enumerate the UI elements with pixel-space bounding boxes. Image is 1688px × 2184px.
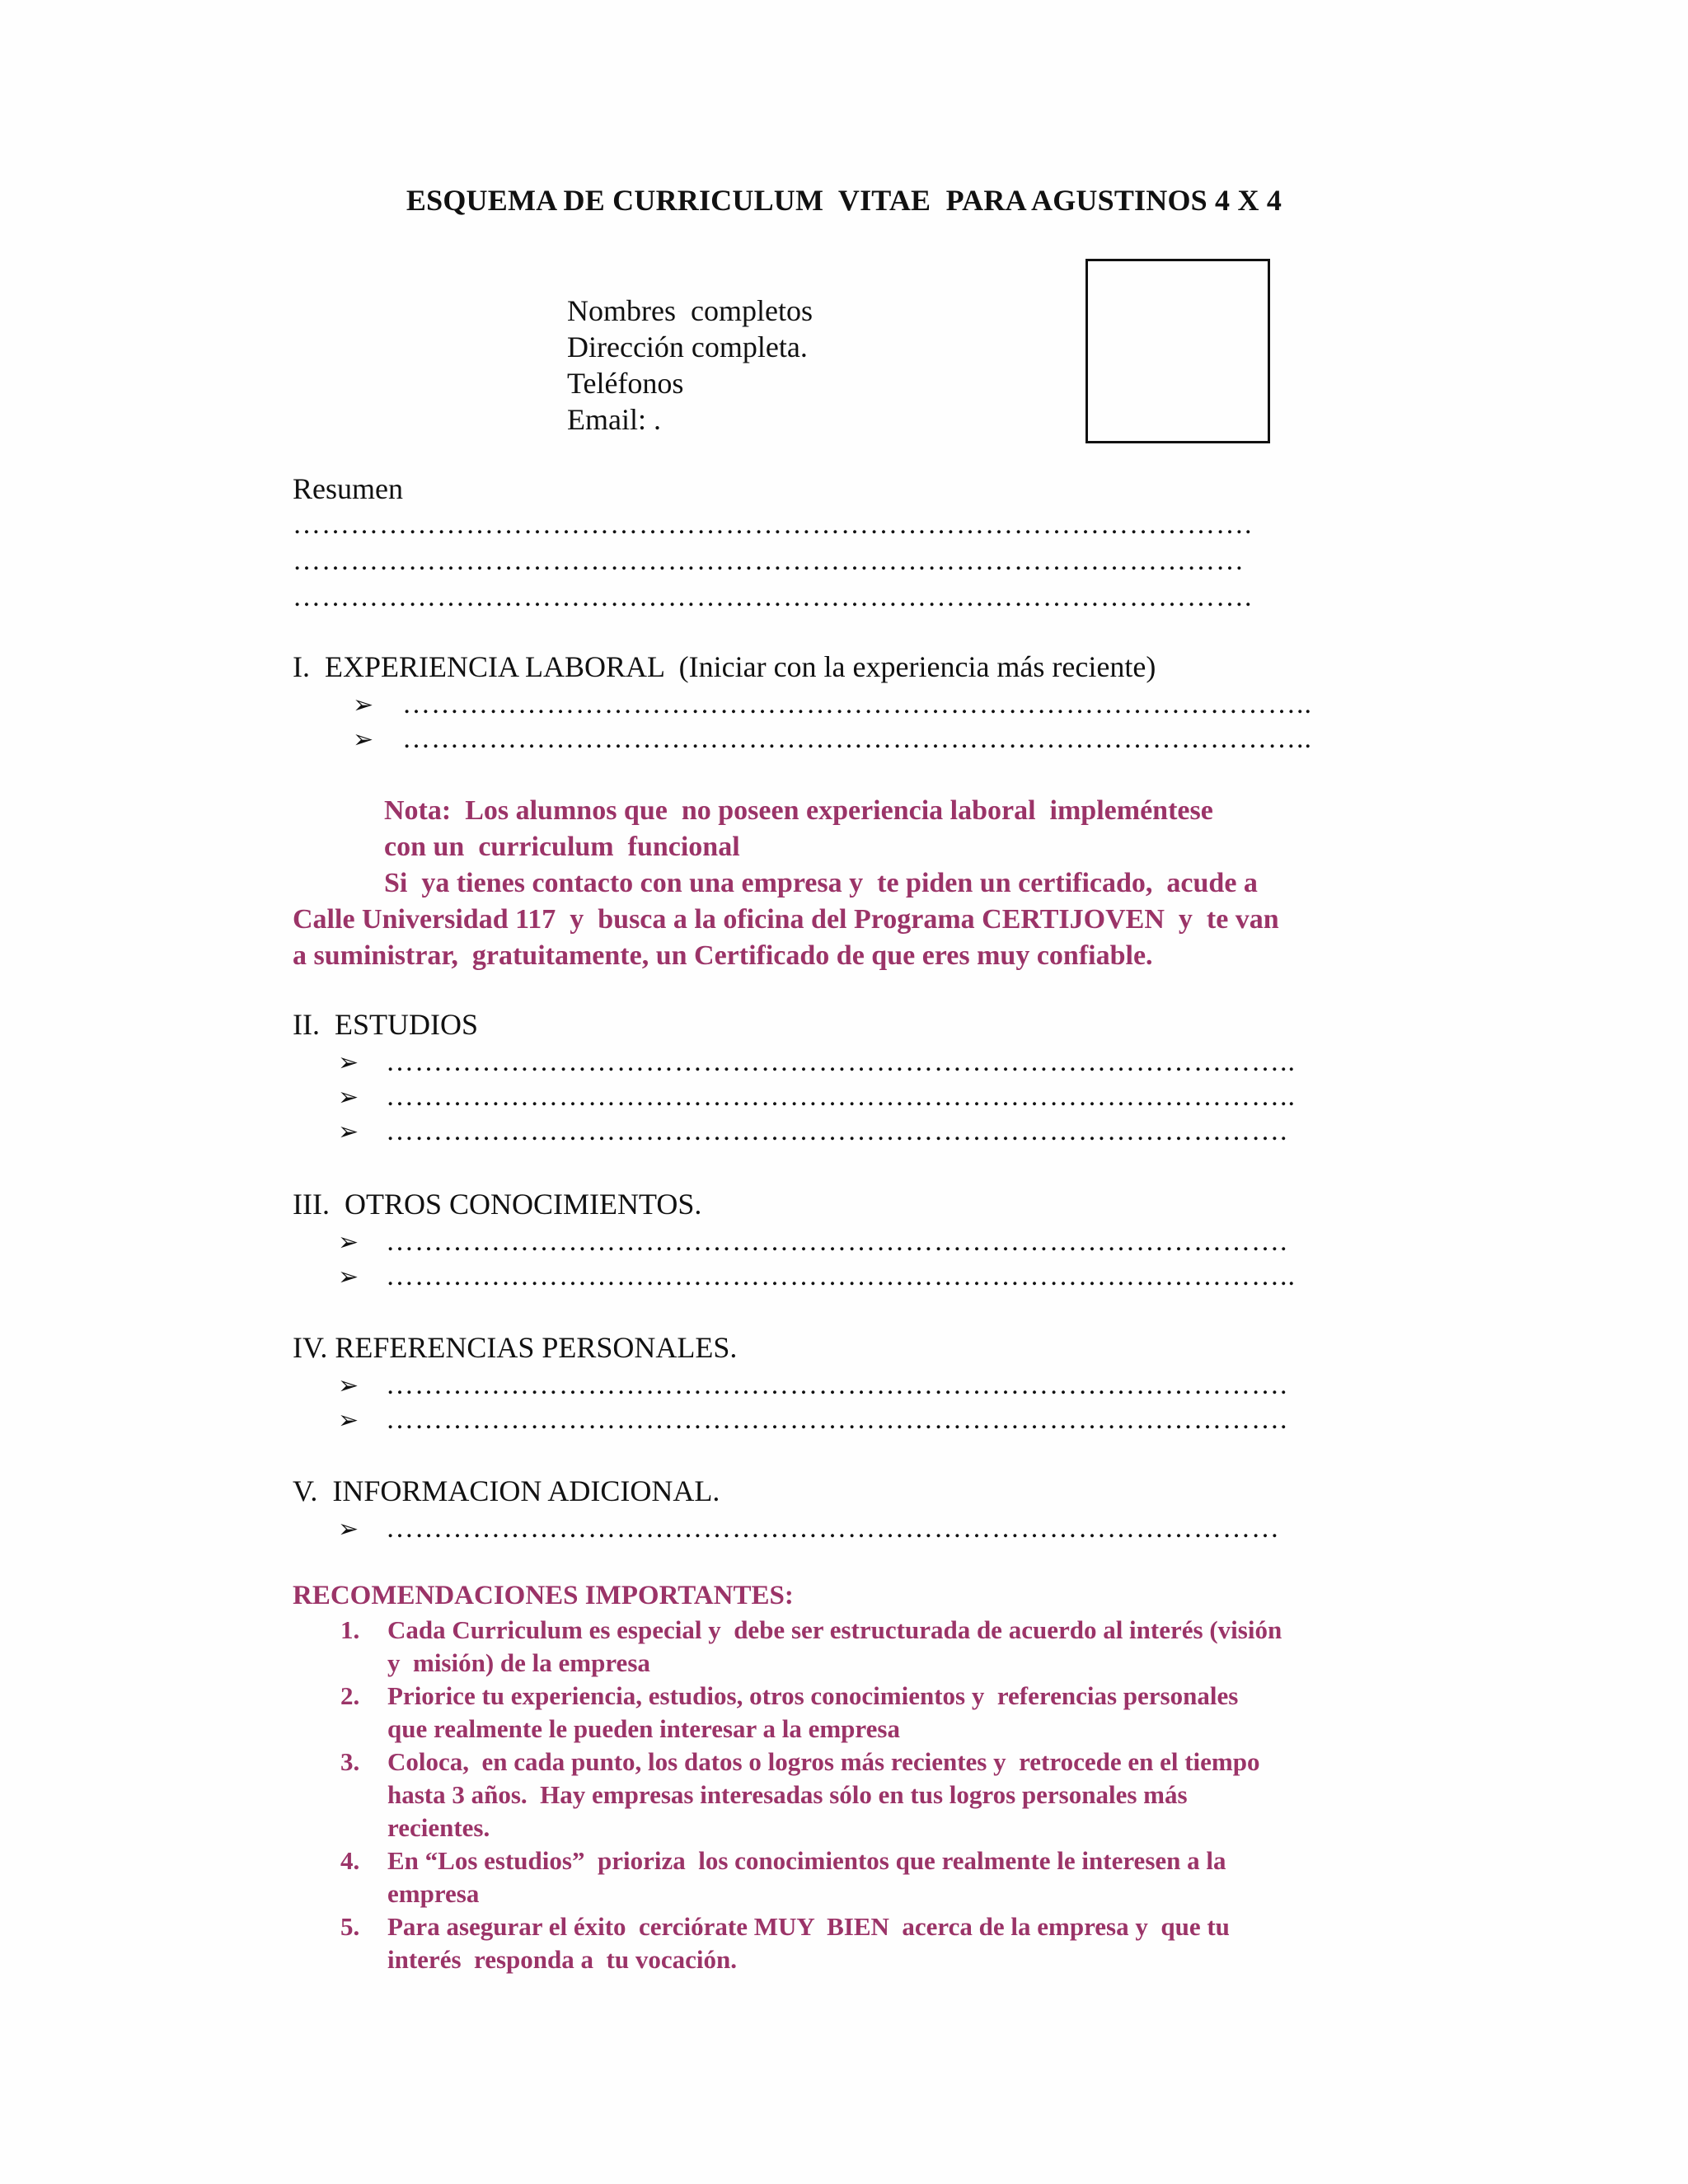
recommendation-number: 2.: [340, 1681, 360, 1710]
arrow-bullet-icon: ➢: [338, 1372, 359, 1399]
arrow-bullet-icon: ➢: [338, 1263, 359, 1291]
document-title: ESQUEMA DE CURRICULUM VITAE PARA AGUSTINOS 4 X 4: [406, 184, 1282, 217]
note-line: Si ya tienes contacto con una empresa y te piden un certificado, acude a: [384, 868, 1258, 898]
summary-heading: Resumen: [293, 472, 403, 505]
recommendations-heading: RECOMENDACIONES IMPORTANTES:: [293, 1581, 794, 1610]
experience-heading: I. EXPERIENCIA LABORAL (Iniciar con la experiencia más reciente): [293, 650, 1156, 683]
contact-phones: Teléfonos: [567, 367, 684, 400]
recommendation-line: y misión) de la empresa: [387, 1648, 650, 1677]
recommendation-number: 3.: [340, 1747, 360, 1776]
recommendation-line: empresa: [387, 1879, 480, 1908]
recommendation-line: interés responda a tu vocación.: [387, 1945, 737, 1974]
summary-line: ……………………………………………………………………………………….: [293, 582, 1253, 612]
note-line: Nota: Los alumnos que no poseen experiencia laboral impleméntese: [384, 795, 1213, 826]
photo-placeholder-box: [1085, 259, 1270, 443]
arrow-bullet-icon: ➢: [338, 1407, 359, 1434]
recommendation-line: Cada Curriculum es especial y debe ser estructurada de acuerdo al interés (visión: [387, 1615, 1282, 1644]
other-knowledge-item: …………………………………………………………………………………..: [386, 1261, 1296, 1291]
references-item: ………………………………………………………………………………….: [386, 1370, 1288, 1400]
arrow-bullet-icon: ➢: [338, 1118, 359, 1146]
recommendations-list: [340, 1614, 1445, 1985]
arrow-bullet-icon: ➢: [338, 1049, 359, 1076]
contact-address: Dirección completa.: [567, 330, 808, 363]
references-item: ………………………………………………………………………………….: [386, 1404, 1288, 1435]
recommendation-number: 1.: [340, 1615, 360, 1644]
summary-line: ………………………………………………………………………………………: [293, 546, 1245, 576]
arrow-bullet-icon: ➢: [338, 1084, 359, 1111]
arrow-bullet-icon: ➢: [353, 726, 374, 753]
experience-item: …………………………………………………………………………………..: [402, 724, 1312, 754]
recommendation-line: Para asegurar el éxito cerciórate MUY BIEN acerca de la empresa y que tu: [387, 1912, 1230, 1941]
other-knowledge-heading: III. OTROS CONOCIMIENTOS.: [293, 1188, 702, 1221]
references-heading: IV. REFERENCIAS PERSONALES.: [293, 1331, 738, 1364]
arrow-bullet-icon: ➢: [338, 1516, 359, 1543]
experience-item: …………………………………………………………………………………..: [402, 689, 1312, 719]
studies-item: ………………………………………………………………………………….: [386, 1116, 1288, 1146]
recommendation-line: hasta 3 años. Hay empresas interesadas sólo en tus logros personales más: [387, 1780, 1188, 1809]
studies-item: …………………………………………………………………………………..: [386, 1081, 1296, 1112]
recommendation-line: que realmente le pueden interesar a la empresa: [387, 1714, 900, 1743]
note-line: a suministrar, gratuitamente, un Certificado de que eres muy confiable.: [293, 940, 1153, 971]
additional-item: …………………………………………………………………………………: [386, 1513, 1280, 1544]
arrow-bullet-icon: ➢: [353, 691, 374, 719]
recommendation-line: recientes.: [387, 1813, 490, 1842]
contact-names: Nombres completos: [567, 294, 813, 327]
contact-block: [567, 293, 813, 438]
studies-item: …………………………………………………………………………………..: [386, 1047, 1296, 1077]
note-line: Calle Universidad 117 y busca a la oficina del Programa CERTIJOVEN y te van: [293, 904, 1279, 935]
note-line: con un curriculum funcional: [384, 832, 740, 862]
contact-email: Email: .: [567, 403, 661, 436]
recommendation-line: En “Los estudios” prioriza los conocimientos que realmente le interesen a la: [387, 1846, 1226, 1875]
recommendation-number: 4.: [340, 1846, 360, 1875]
studies-heading: II. ESTUDIOS: [293, 1008, 478, 1041]
note-block: [293, 793, 1279, 974]
arrow-bullet-icon: ➢: [338, 1229, 359, 1256]
recommendation-line: Priorice tu experiencia, estudios, otros conocimientos y referencias personales: [387, 1681, 1239, 1710]
summary-line: ……………………………………………………………………………………….: [293, 509, 1253, 540]
recommendation-number: 5.: [340, 1912, 360, 1941]
other-knowledge-item: ………………………………………………………………………………….: [386, 1226, 1288, 1257]
additional-heading: V. INFORMACION ADICIONAL.: [293, 1474, 720, 1507]
recommendation-line: Coloca, en cada punto, los datos o logros más recientes y retrocede en el tiempo: [387, 1747, 1260, 1776]
